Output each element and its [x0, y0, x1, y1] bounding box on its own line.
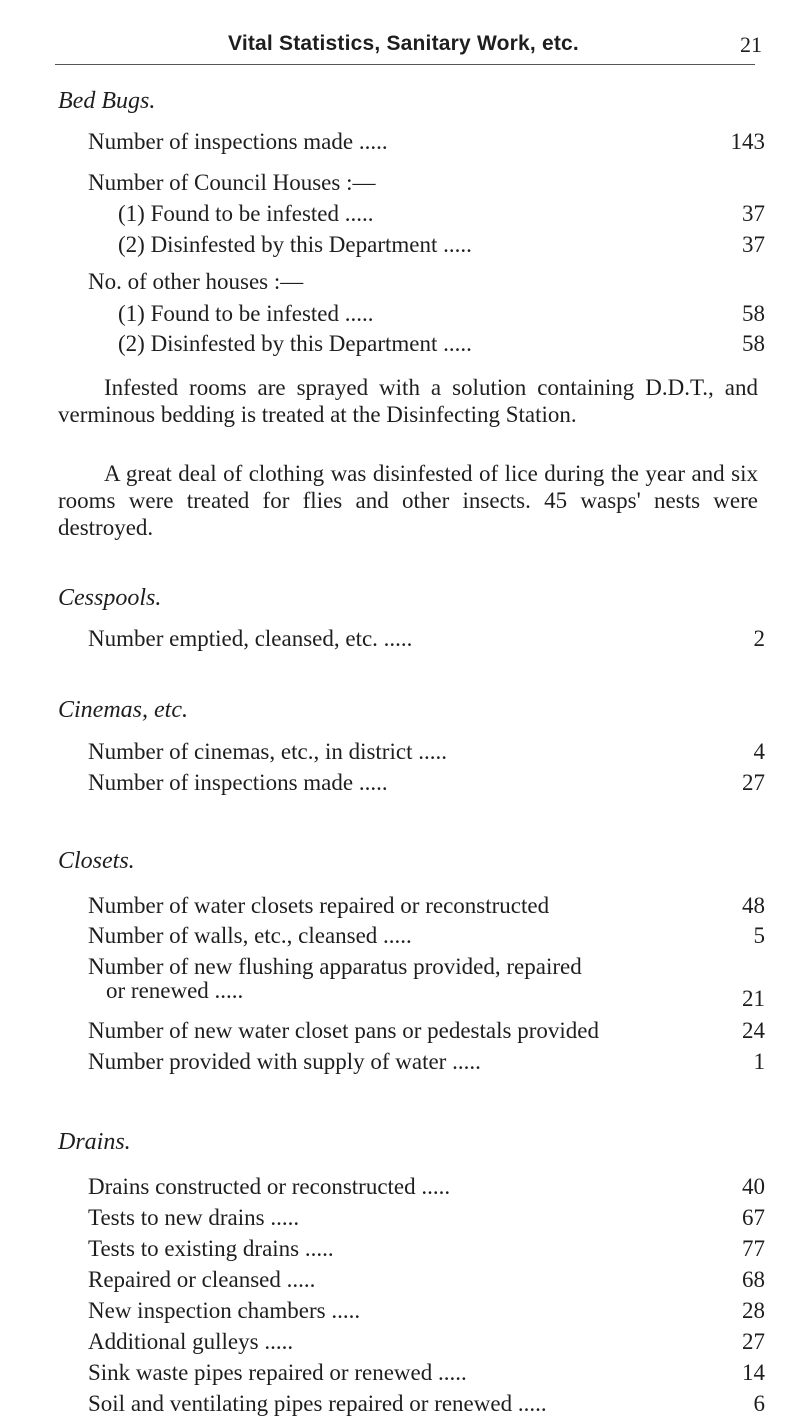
running-title: Vital Statistics, Sanitary Work, etc. — [228, 32, 579, 55]
row-closet-pans — [0, 1018, 800, 1048]
row-value: 1 — [753, 1049, 765, 1074]
row-label: Number of walls, etc., cleansed ..... — [88, 923, 412, 948]
row-value: 27 — [742, 1329, 765, 1354]
row-value: 28 — [742, 1298, 765, 1323]
row-council-disinfested — [0, 232, 800, 262]
row-label: Number of cinemas, etc., in district ..... — [88, 739, 447, 764]
row-value: 5 — [753, 923, 765, 948]
page-number: 21 — [740, 32, 762, 57]
row-label: Number emptied, cleansed, etc. ..... — [88, 626, 413, 651]
header-rule — [55, 64, 755, 65]
table-row — [0, 1174, 800, 1204]
row-closets-repaired — [0, 893, 800, 923]
row-council-houses — [0, 170, 800, 200]
row-value: 24 — [742, 1018, 765, 1043]
row-label: Number of Council Houses :— — [88, 170, 376, 195]
section-heading-cinemas: Cinemas, etc. — [58, 697, 188, 723]
row-label: Additional gulleys ..... — [88, 1329, 294, 1354]
row-label: Number of inspections made ..... — [88, 770, 388, 795]
section-heading-cesspools: Cesspools. — [58, 585, 162, 611]
table-row — [0, 1236, 800, 1266]
row-cinemas-inspections — [0, 770, 800, 800]
row-label: Tests to existing drains ..... — [88, 1236, 334, 1261]
table-row — [0, 1205, 800, 1235]
row-value: 68 — [742, 1267, 765, 1292]
row-value: 37 — [742, 232, 765, 257]
section-heading-drains: Drains. — [58, 1129, 131, 1155]
row-label: or renewed ..... — [106, 978, 244, 1003]
row-label: New inspection chambers ..... — [88, 1298, 361, 1323]
table-row — [0, 1329, 800, 1359]
row-value: 4 — [753, 739, 765, 764]
row-value: 40 — [742, 1174, 765, 1199]
row-label: Number of new flushing apparatus provided, repaired — [88, 954, 582, 979]
row-value: 77 — [742, 1236, 765, 1261]
row-value: 67 — [742, 1205, 765, 1230]
row-label: Sink waste pipes repaired or renewed ..... — [88, 1360, 467, 1385]
row-water-supply — [0, 1049, 800, 1079]
table-row — [0, 1360, 800, 1390]
row-cinemas-count — [0, 739, 800, 769]
row-other-disinfested — [0, 331, 800, 361]
page-header — [0, 20, 800, 70]
table-row — [0, 1267, 800, 1297]
row-walls-cleansed — [0, 923, 800, 953]
row-value: 143 — [730, 129, 765, 154]
row-label: (1) Found to be infested ..... — [118, 301, 374, 326]
row-label: Repaired or cleansed ..... — [88, 1267, 316, 1292]
row-council-found — [0, 201, 800, 231]
row-label: Number of new water closet pans or pedestals provided — [88, 1018, 599, 1043]
table-row — [0, 1298, 800, 1328]
paragraph-clothing-disinfested: A great deal of clothing was disinfested of lice during the year and six rooms were treated for flies and other insects. 45 wasps' nests were destroyed. — [58, 461, 758, 540]
row-label: (2) Disinfested by this Department ..... — [118, 232, 472, 257]
row-value: 6 — [753, 1391, 765, 1416]
paragraph-ddt-spraying: Infested rooms are sprayed with a solution containing D.D.T., and verminous bedding is treated at the Disinfecting Station. — [58, 375, 758, 427]
row-value: 48 — [742, 893, 765, 918]
row-label: Number of water closets repaired or reconstructed — [88, 893, 550, 918]
row-label: Drains constructed or reconstructed ..... — [88, 1174, 451, 1199]
row-other-houses — [0, 269, 800, 299]
row-other-found — [0, 301, 800, 331]
row-label: Tests to new drains ..... — [88, 1205, 300, 1230]
row-label: (1) Found to be infested ..... — [118, 201, 374, 226]
row-value: 37 — [742, 201, 765, 226]
row-label: Number of inspections made ..... — [88, 129, 388, 154]
row-value: 27 — [742, 770, 765, 795]
section-heading-bed-bugs: Bed Bugs. — [58, 88, 156, 114]
row-bed-bug-inspections — [0, 129, 800, 159]
section-heading-closets: Closets. — [58, 848, 135, 874]
row-value: 58 — [742, 301, 765, 326]
row-label: Number provided with supply of water ..... — [88, 1049, 481, 1074]
row-label: (2) Disinfested by this Department ..... — [118, 331, 472, 356]
row-flushing-renewed — [0, 978, 800, 1011]
table-row — [0, 1391, 800, 1421]
row-value: 2 — [753, 626, 765, 651]
row-label: Soil and ventilating pipes repaired or renewed ..... — [88, 1391, 547, 1416]
row-value: 58 — [742, 331, 765, 356]
row-value: 21 — [742, 986, 765, 1011]
row-cesspools-emptied — [0, 626, 800, 656]
row-value: 14 — [742, 1360, 765, 1385]
row-label: No. of other houses :— — [88, 269, 304, 294]
